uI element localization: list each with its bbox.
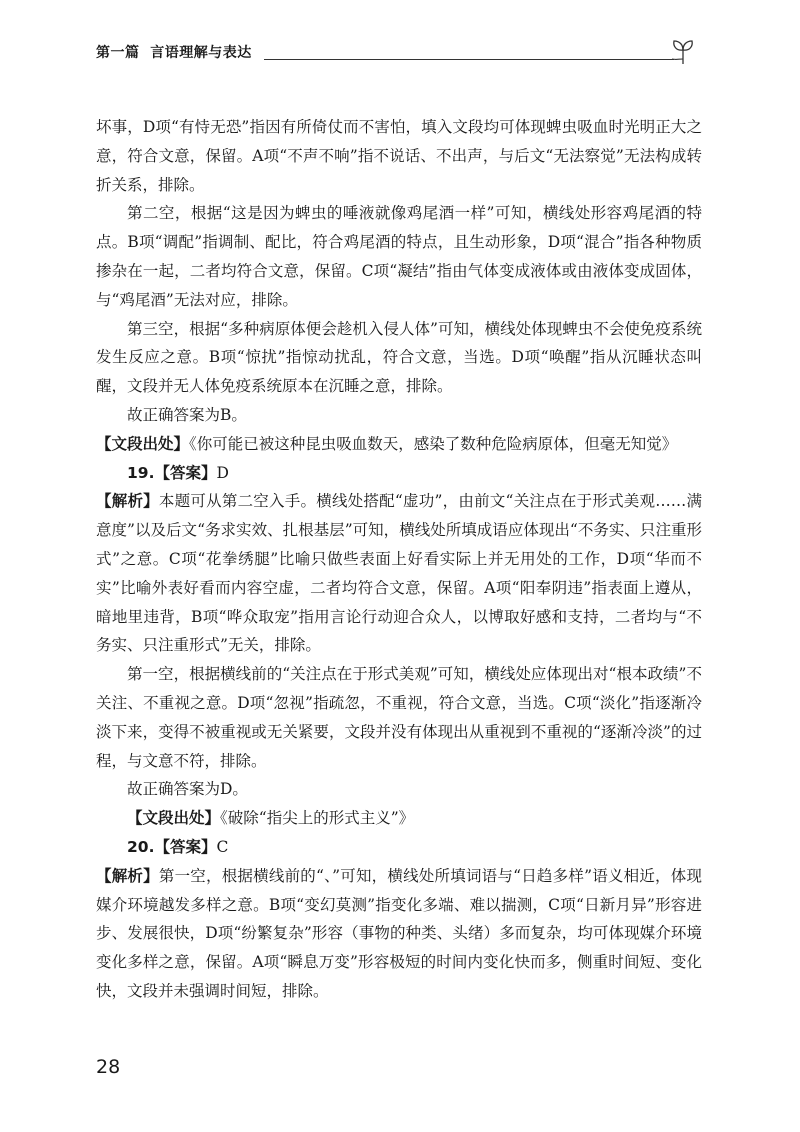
answer-conclusion: 故正确答案为B。 [127, 405, 247, 424]
analysis-paragraph: 【解析】本题可从第二空入手。横线处搭配“虚功”，由前文“关注点在于形式美观……满意度”以及后文“务求实效、扎根基层”可知，横线处所填成语应体现出“不务实、只注重形式”之意。C项“花拳绣腿”比喻只做些表面上好看实际上并无用处的工作，D项“华而不实”比喻外表好看而内容空虚，二者均符合文意，保留。A项“阳奉阴违”指表面上遵从，暗地里违背，B项“哗众取宠”指用言论行动迎合众人，以博取好感和支持，二者均与“不务实、只注重形式”无关，排除。 [96, 492, 702, 655]
paragraph: 第三空，根据“多种病原体便会趁机入侵人体”可知，横线处体现蜱虫不会使免疫系统发生反应之意。B项“惊扰”指惊动扰乱，符合文意，当选。D项“唤醒”指从沉睡状态叫醒，文段并无人体免疫系统原本在沉睡之意，排除。 [96, 319, 702, 396]
answer-label: 20.【答案】 [127, 837, 217, 856]
header-title [96, 42, 252, 62]
answer-line: 20.【答案】C [127, 837, 229, 856]
answer-conclusion: 故正确答案为D。 [127, 780, 248, 799]
header-section-title: 言语理解与表达 [150, 45, 252, 61]
paragraph: 坏事，D项“有恃无恐”指因有所倚仗而不害怕，填入文段均可体现蜱虫吸血时光明正大之意，符合文意，保留。A项“不声不响”指不说话、不出声，与后文“无法察觉”无法构成转折关系，排除。 [96, 118, 702, 194]
source-citation: 【文段出处】《破除“指尖上的形式主义”》 [127, 809, 415, 828]
source-citation: 【文段出处】《你可能已被这种昆虫吸血数天，感染了数种危险病原体，但毫无知觉》 [96, 434, 678, 453]
sprout-icon [670, 38, 696, 66]
source-label: 【文段出处】 [96, 434, 190, 453]
paragraph: 第二空，根据“这是因为蜱虫的唾液就像鸡尾酒一样”可知，横线处形容鸡尾酒的特点。B项“调配”指调制、配比，符合鸡尾酒的特点，且生动形象，D项“混合”指各种物质掺杂在一起，二者均符合文意，保留。C项“凝结”指由气体变成液体或由液体变成固体，与“鸡尾酒”无法对应，排除。 [96, 204, 702, 309]
header-part: 第一篇 [96, 45, 140, 61]
paragraph: 第一空，根据横线前的“关注点在于形式美观”可知，横线处应体现出对“根本政绩”不关注、不重视之意。D项“忽视”指疏忽，不重视，符合文意，当选。C项“淡化”指逐渐冷淡下来，变得不被重视或无关紧要，文段并没有体现出从重视到不重视的“逐渐冷淡”的过程，与文意不符，排除。 [96, 665, 702, 770]
source-label: 【文段出处】 [127, 809, 221, 828]
analysis-paragraph: 【解析】第一空，根据横线前的“、”可知，横线处所填词语与“日趋多样”语义相近，体现媒介环境越发多样之意。B项“变幻莫测”指变化多端、难以揣测，C项“日新月异”形容进步、发展很快，D项“纷繁复杂”形容（事物的种类、头绪）多而复杂，均可体现媒介环境变化多样之意，保留。A项“瞬息万变”形容极短的时间内变化快而多，侧重时间短、变化快，文段并未强调时间短，排除。 [96, 866, 702, 1000]
answer-line: 19.【答案】D [127, 463, 229, 482]
header-rule [264, 59, 674, 60]
running-header [96, 38, 696, 68]
answer-explanation-body [96, 113, 702, 1006]
analysis-label: 【解析】 [96, 492, 159, 511]
analysis-label: 【解析】 [96, 866, 159, 885]
page-number: 28 [96, 1056, 121, 1078]
answer-label: 19.【答案】 [127, 463, 217, 482]
